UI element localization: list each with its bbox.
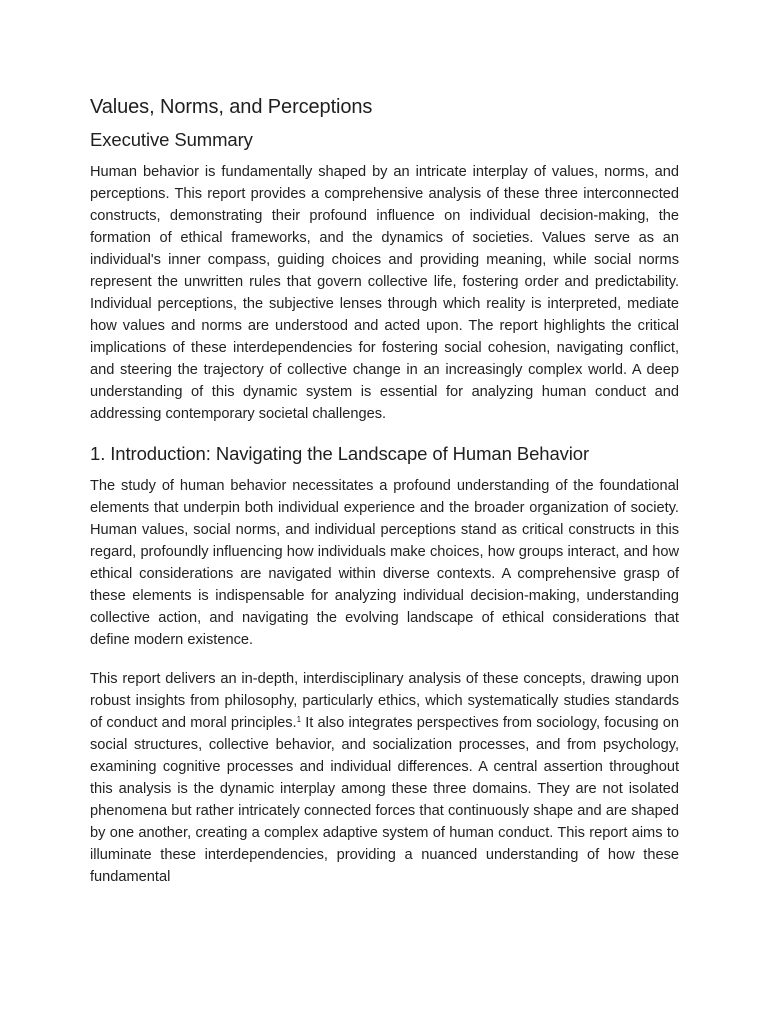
introduction-heading: 1. Introduction: Navigating the Landscape of Human Behavior	[90, 443, 590, 464]
document-title: Values, Norms, and Perceptions	[90, 96, 373, 118]
footnote-marker: 1	[296, 715, 302, 724]
introduction-paragraph-2-text-b: It also integrates perspectives from sociology, focusing on social structures, collective behavior, and socialization processes, and from psychology, examining cognitive processes and individual differences. A central assertion throughout this analysis is the dynamic interplay among these three domains. They are not isolated phenomena but rather intricately connected forces that continuously shape and are shaped by one another, creating a complex adaptive system of human conduct. This report aims to illuminate these interdependencies, providing a nuanced understanding of how these fundamental	[90, 715, 680, 885]
executive-summary-paragraph: Human behavior is fundamentally shaped by an intricate interplay of values, norms, and perceptions. This report provides a comprehensive analysis of these three interconnected constructs, demonstrating their profound influence on individual decision-making, the formation of ethical frameworks, and the dynamics of societies. Values serve as an individual's inner compass, guiding choices and providing meaning, while social norms represent the unwritten rules that govern collective life, fostering order and predictability. Individual perceptions, the subjective lenses through which reality is interpreted, mediate how values and norms are understood and acted upon. The report highlights the critical implications of these interdependencies for fostering social cohesion, navigating conflict, and steering the trajectory of collective change in an increasingly complex world. A deep understanding of this dynamic system is essential for analyzing human conduct and addressing contemporary societal challenges.	[90, 164, 679, 422]
executive-summary-heading: Executive Summary	[90, 129, 253, 150]
introduction-paragraph-1: The study of human behavior necessitates a profound understanding of the foundational elements that underpin both individual experience and the broader organization of society. Human values, social norms, and individual perceptions stand as critical constructs in this regard, profoundly influencing how individuals make choices, how groups interact, and how ethical considerations are navigated within diverse contexts. A comprehensive grasp of these elements is indispensable for analyzing individual decision-making, understanding collective action, and navigating the evolving landscape of ethical considerations that define modern existence.	[90, 478, 679, 648]
introduction-paragraph-2	[90, 668, 679, 888]
document-page	[90, 88, 679, 888]
introduction-paragraph-2-text-a: This report delivers an in-depth, interdisciplinary analysis of these concepts, drawing upon robust insights from philosophy, particularly ethics, which systematically studies standards of conduct and moral principles.	[90, 671, 679, 731]
